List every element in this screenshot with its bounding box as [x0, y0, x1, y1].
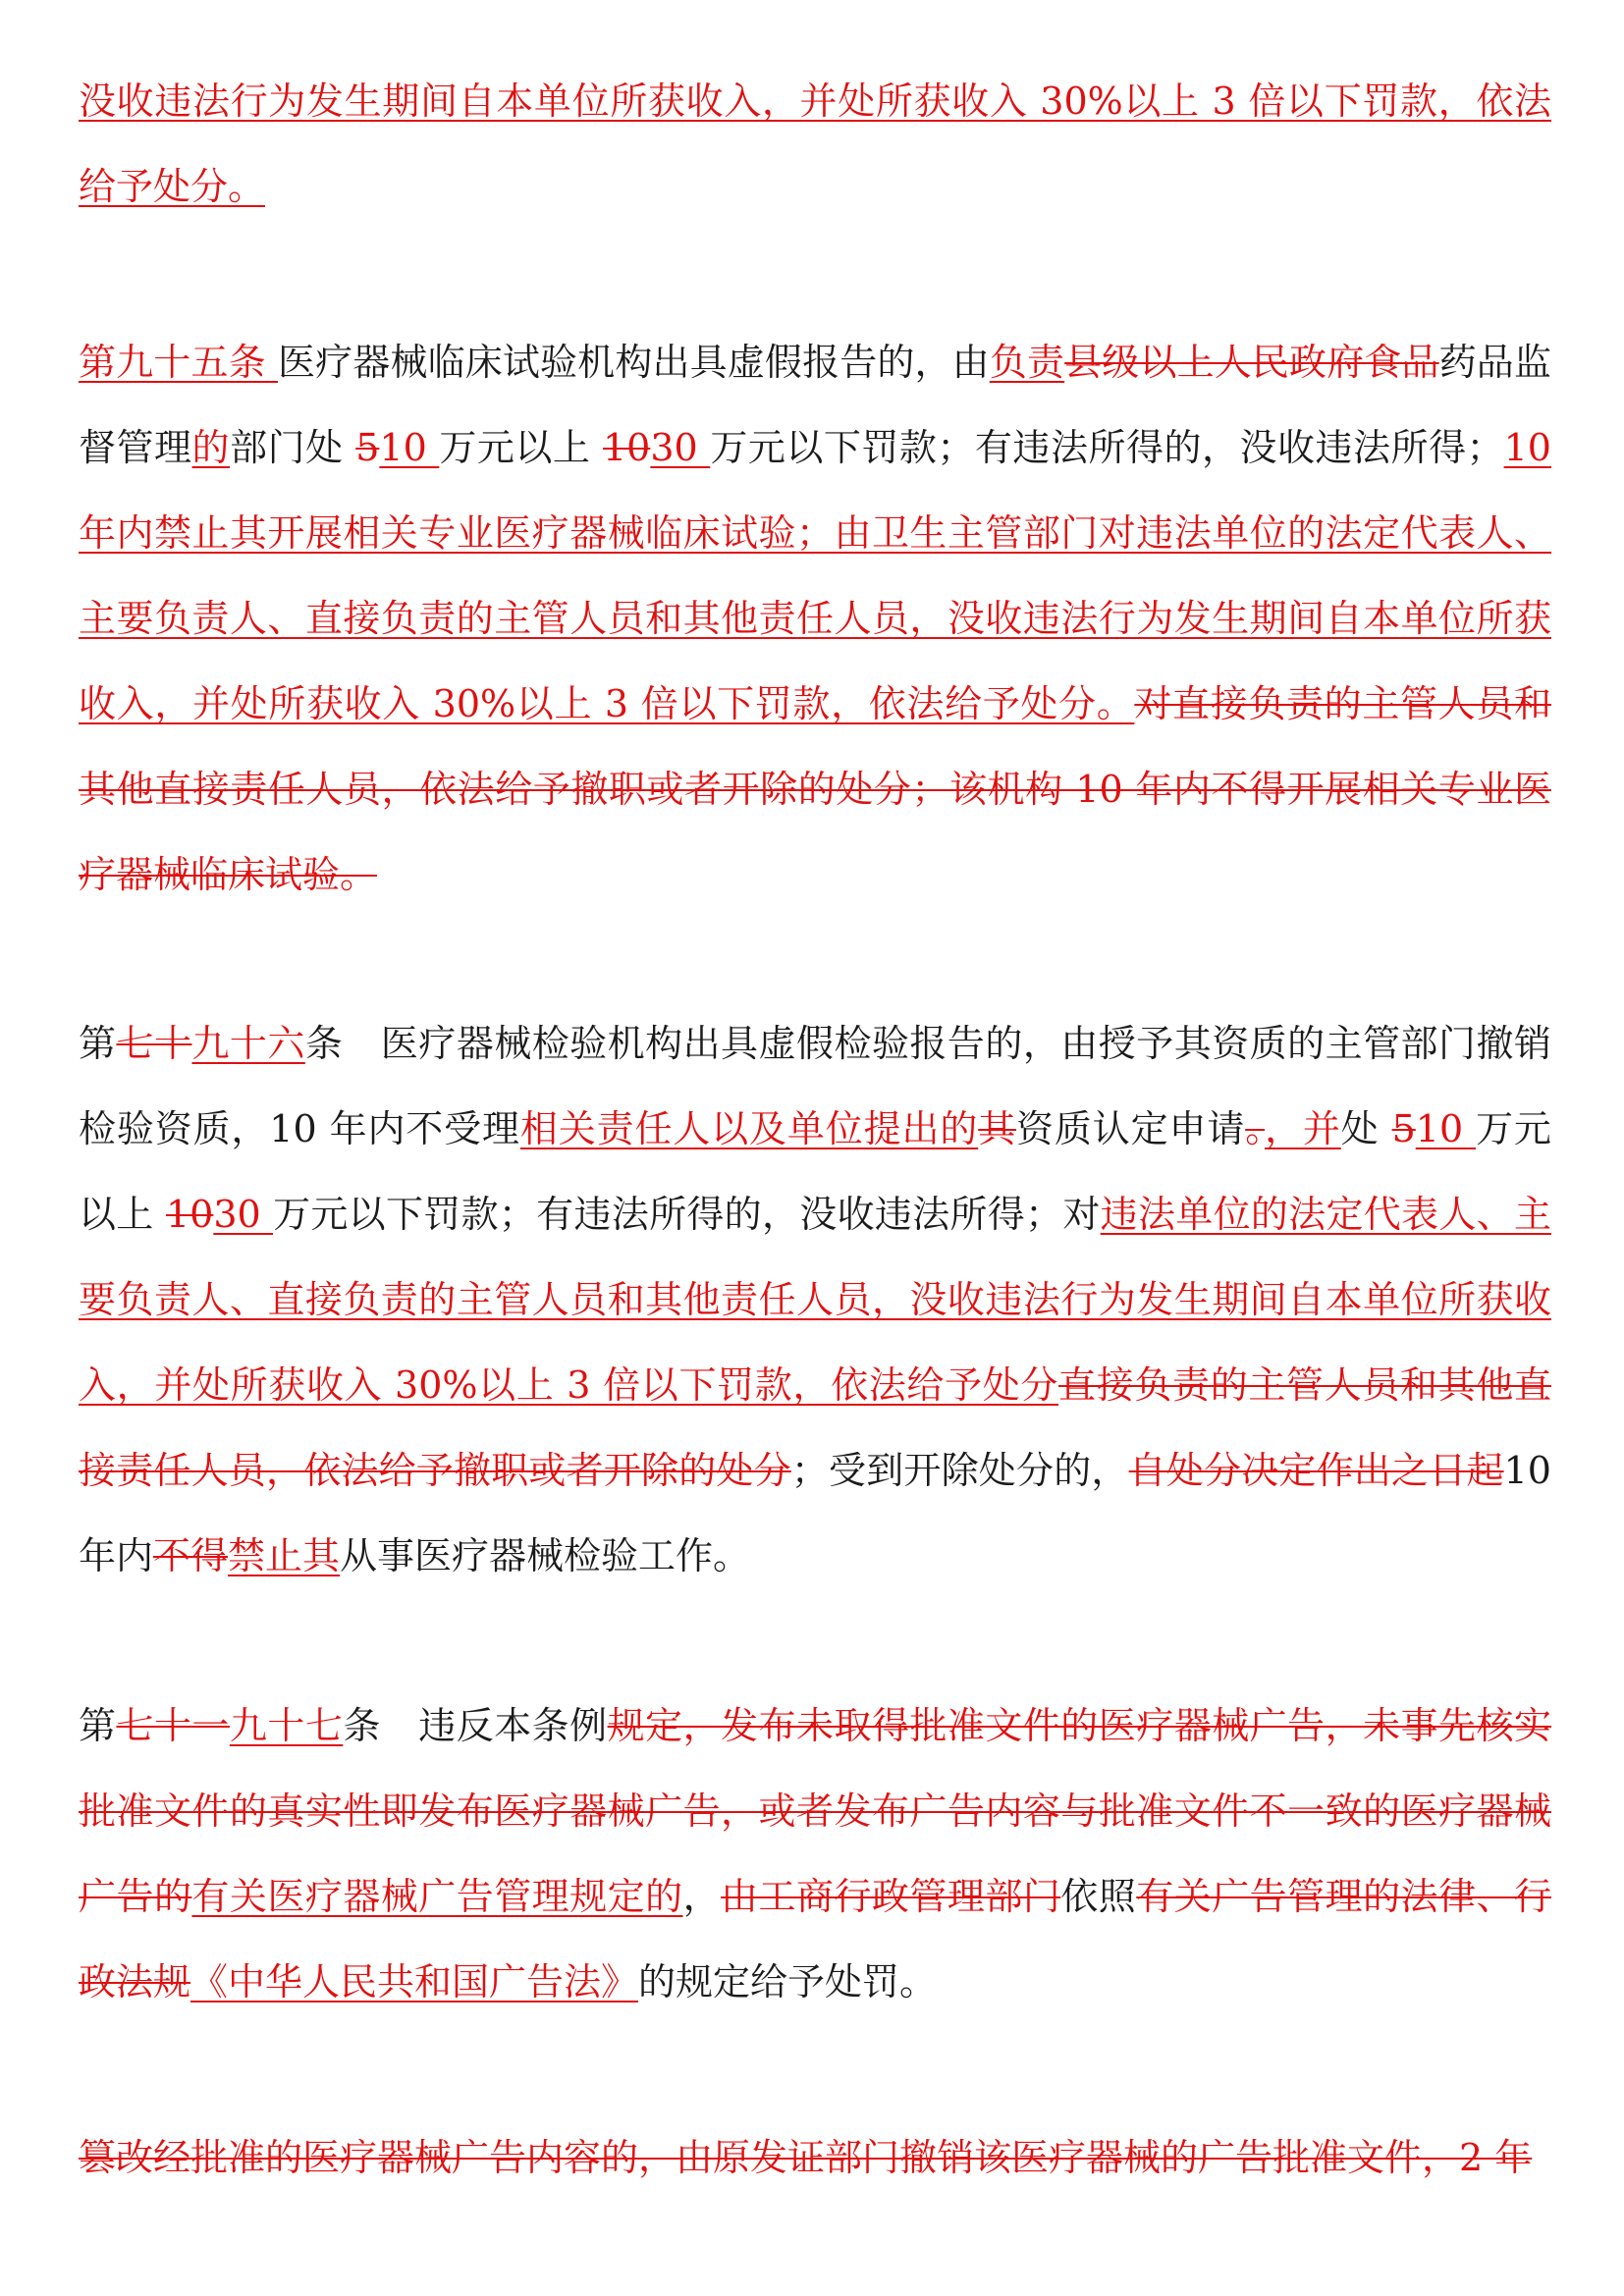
- body-text: ，: [682, 1875, 722, 1918]
- inserted-text: 10 年内禁止其开展相关专业医疗器械临床试验；由卫生主管部门对违法单位的法定代表人、主要负责人、直接负责的主管人员和其他责任人员，没收违法行为发生期间自本单位所获收入，并处所获收入 30%以上 3 倍以下罚款，依法给予处分。: [79, 426, 1551, 725]
- deleted-text: 5: [355, 426, 380, 469]
- deleted-text: 不得: [153, 1534, 229, 1577]
- article-97-paragraph: [79, 1683, 1551, 2025]
- article-96-paragraph: [79, 1001, 1551, 1599]
- body-text: 条 违反本条例: [343, 1704, 608, 1747]
- body-text: 万元以上: [79, 1107, 1551, 1236]
- body-text: 药品监督管理: [79, 341, 1551, 469]
- deleted-text: 对直接负责的主管人员和其他直接责任人员，依法给予撤职或者开除的处分；该机构 10 年内不得开展相关专业医疗器械临床试验。: [79, 682, 1551, 896]
- body-text: 处: [1340, 1107, 1392, 1150]
- deleted-text: 县级以上人民政府食品: [1064, 341, 1439, 384]
- inserted-text: 负责: [989, 341, 1065, 384]
- body-text: 万元以下罚款；有违法所得的，没收违法所得；: [710, 426, 1504, 469]
- deleted-text: 直接负责的主管人员和其他直接责任人员，依法给予撤职或者开除的处分: [79, 1363, 1551, 1492]
- inserted-text: 30: [650, 426, 711, 469]
- deleted-text: 10: [603, 426, 651, 469]
- inserted-text: 第九十五条: [79, 341, 278, 384]
- body-text: 10 年内: [79, 1449, 1551, 1577]
- article-95-paragraph: [79, 320, 1551, 918]
- paragraph-continuation: [79, 59, 1551, 230]
- inserted-text: 10: [379, 426, 440, 469]
- deleted-text: 有关广告管理的法律、行政法规: [79, 1875, 1551, 2003]
- body-text: 从事医疗器械检验工作。: [340, 1534, 751, 1577]
- body-text: 依照: [1060, 1875, 1137, 1918]
- body-text: 第: [79, 1022, 117, 1065]
- inserted-text: 违法单位的法定代表人、主要负责人、直接负责的主管人员和其他责任人员，没收违法行为发生期间自本单位所获收入，并处所获收入 30%以上 3 倍以下罚款，依法给予处分: [79, 1193, 1551, 1407]
- body-text: 资质认定申请: [1016, 1107, 1246, 1150]
- deleted-text: 篡改经批准的医疗器械广告内容的，由原发证部门撤销该医疗器械的广告批准文件，2 年: [79, 2136, 1533, 2179]
- inserted-text: 没收违法行为发生期间自本单位所获收入，并处所获收入 30%以上 3 倍以下罚款，依法给予处分。: [79, 80, 1551, 208]
- deleted-text: 5: [1391, 1107, 1416, 1150]
- body-text: 第: [79, 1704, 117, 1747]
- inserted-text: 《中华人民共和国广告法》: [190, 1960, 639, 2003]
- deleted-text: 规定，发布未取得批准文件的医疗器械广告，未事先核实批准文件的真实性即发布医疗器械广告，或者发布广告内容与批准文件不一致的医疗器械广告的: [79, 1704, 1551, 1918]
- inserted-text: 九十六: [191, 1022, 305, 1065]
- body-text: 万元以上: [439, 426, 603, 469]
- body-text: ；受到开除处分的，: [790, 1449, 1129, 1492]
- deleted-text: 自处分决定作出之日起: [1128, 1449, 1504, 1492]
- deleted-text: 由工商行政管理部门: [721, 1875, 1061, 1918]
- inserted-text: 30: [213, 1193, 274, 1236]
- inserted-text: 禁止其: [228, 1534, 341, 1577]
- body-text: 条 医疗器械检验机构出具虚假检验报告的，由授予其资质的主管部门撤销检验资质，10 年内不受理: [79, 1022, 1551, 1150]
- inserted-text: 的: [191, 426, 231, 469]
- inserted-text: 10: [1415, 1107, 1477, 1150]
- deleted-text: 。: [1245, 1107, 1266, 1150]
- deleted-paragraph: [79, 2115, 1551, 2201]
- deleted-text: 其: [978, 1107, 1017, 1150]
- body-text: 部门处: [230, 426, 356, 469]
- body-text: 万元以下罚款；有违法所得的，没收违法所得；对: [273, 1193, 1101, 1236]
- inserted-text: 九十七: [229, 1704, 344, 1747]
- body-text: 的规定给予处罚。: [638, 1960, 938, 2003]
- inserted-text: 有关医疗器械广告管理规定的: [191, 1875, 683, 1918]
- inserted-text: ，并: [1265, 1107, 1341, 1150]
- deleted-text: 10: [165, 1193, 214, 1236]
- deleted-text: 七十一: [116, 1704, 230, 1747]
- inserted-text: 相关责任人以及单位提出的: [519, 1107, 979, 1150]
- deleted-text: 七十: [116, 1022, 192, 1065]
- body-text: 医疗器械临床试验机构出具虚假报告的，由: [277, 341, 990, 384]
